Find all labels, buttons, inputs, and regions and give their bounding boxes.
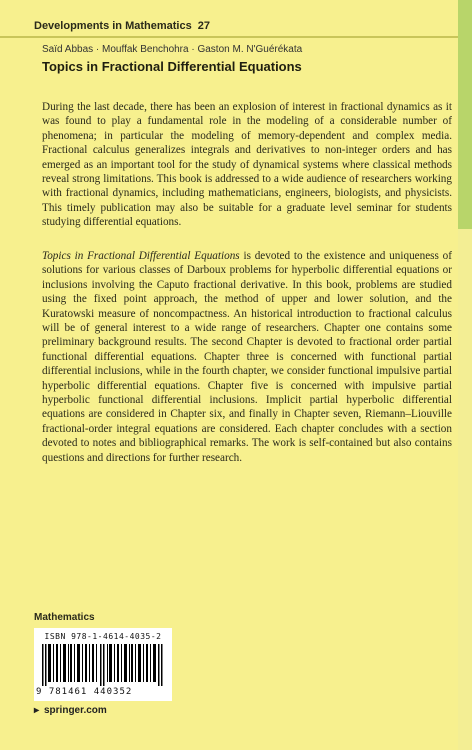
green-accent-band xyxy=(458,0,472,229)
series-title xyxy=(34,20,210,32)
book-authors: Saïd Abbas · Mouffak Benchohra · Gaston M. N'Guérékata xyxy=(42,44,303,55)
springer-horse-icon: ▸ xyxy=(34,705,40,716)
description-paragraph-2 xyxy=(42,249,452,465)
barcode-number: 9 781461 440352 xyxy=(36,687,133,697)
header-rule xyxy=(0,36,458,38)
series-volume: 27 xyxy=(197,20,210,32)
italic-book-title: Topics in Fractional Differential Equations xyxy=(42,250,240,262)
publisher-url: springer.com xyxy=(44,705,107,716)
barcode-bars xyxy=(42,644,166,686)
series-name: Developments in Mathematics xyxy=(34,20,192,32)
book-title: Topics in Fractional Differential Equations xyxy=(42,59,302,74)
barcode xyxy=(34,628,172,701)
subject-label: Mathematics xyxy=(34,612,95,623)
publisher-link[interactable] xyxy=(34,705,107,716)
isbn-label: ISBN 978-1-4614-4035-2 xyxy=(44,632,162,641)
right-color-band xyxy=(458,0,472,750)
description-paragraph-1: During the last decade, there has been an explosion of interest in fractional dynamics as it was found to play a fundamental role in the modeling of a considerable number of phenomena; in particular the modeling of memory-dependent and complex media. Fractional calculus generalizes integrals and derivatives to non-integer orders and has emerged as an important tool for the study of dynamical systems where classical methods reveal strong limitations. This book is addressed to a wide audience of researchers working with fractional dynamics, including mathematicians, engineers, biologists, and physicists. This timely publication may also be suitable for a graduate level seminar for students studying differential equations. xyxy=(42,101,452,229)
paragraph-2-text: is devoted to the existence and uniqueness of solutions for various classes of Darboux problems for hyperbolic differential equations or inclusions involving the Caputo fractional derivative. In this book, problems are studied using the fixed point approach, the method of upper and lower solution, and the Kuratowski measure of noncompactness. An historical introduction to fractional calculus will be of general interest to a wide range of researchers. Chapter one contains some preliminary background results. The second Chapter is devoted to fractional order partial functional differential equations. Chapter three is concerned with functional partial differential inclusions, while in the fourth chapter, we consider functional impulsive partial hyperbolic differential equations. Chapter five is concerned with impulsive partial hyperbolic functional differential inclusions. Implicit partial hyperbolic differential equations are considered in Chapter six, and finally in Chapter seven, Riemann–Liouville fractional-order integral equations are considered. Each chapter concludes with a section devoted to notes and bibliographical remarks. The work is self-contained but also contains questions and directions for further research. xyxy=(42,250,452,464)
